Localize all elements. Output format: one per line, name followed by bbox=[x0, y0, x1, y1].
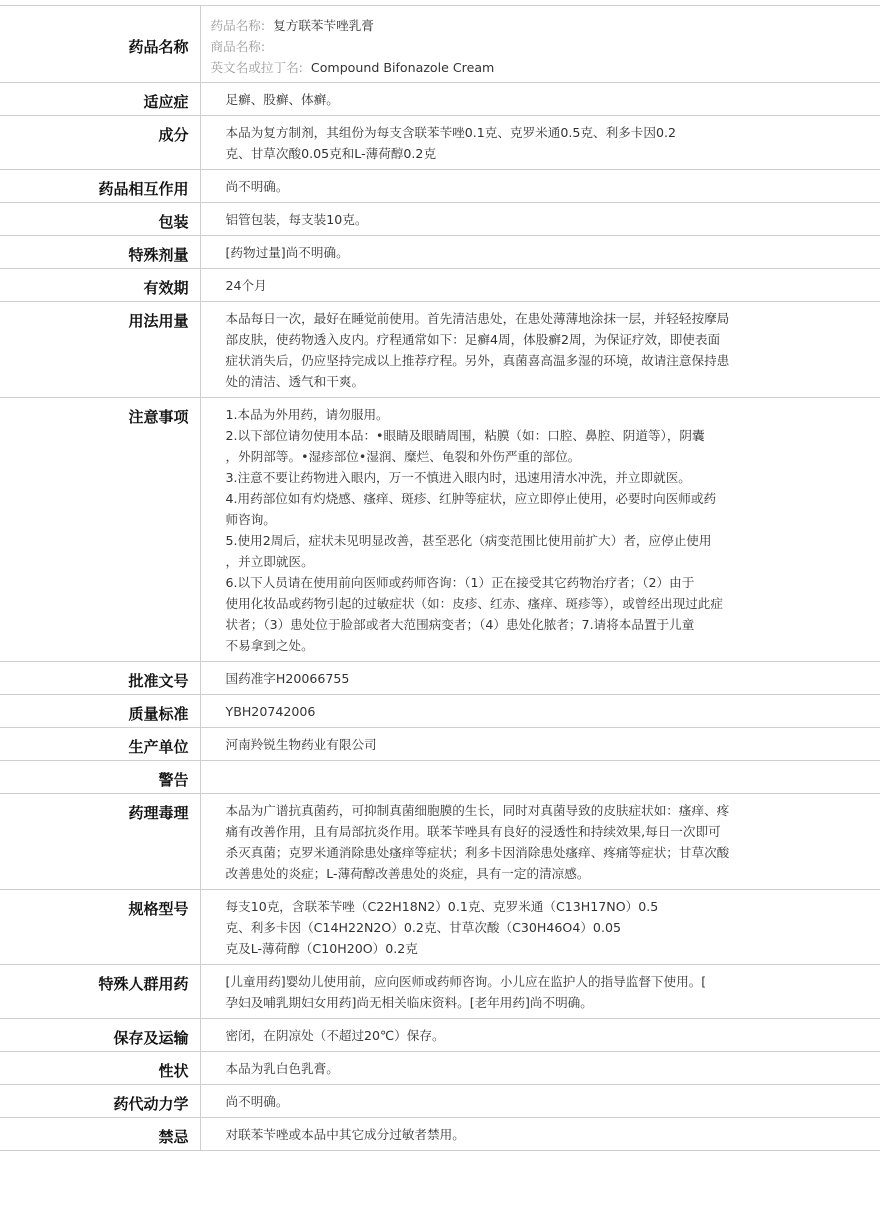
row-value bbox=[200, 269, 880, 302]
english-name-value: Compound Bifonazole Cream bbox=[310, 60, 495, 75]
value-line: 每支10克，含联苯苄唑（C22H18N2）0.1克、克罗米通（C13H17NO）0.5 bbox=[225, 899, 659, 914]
row-value bbox=[200, 662, 880, 695]
generic-name-value: 复方联苯苄唑乳膏 bbox=[273, 18, 374, 33]
row-label: 性状 bbox=[0, 1052, 200, 1085]
value-line: 6.以下人员请在使用前向医师或药师咨询：（1）正在接受其它药物治疗者；（2）由于 bbox=[225, 575, 695, 590]
row-value bbox=[200, 1118, 880, 1151]
value-line: 痛有改善作用，且有局部抗炎作用。联苯苄唑具有良好的浸透性和持续效果,每日一次即可 bbox=[225, 824, 721, 839]
value-line: 1.本品为外用药，请勿服用。 bbox=[225, 407, 389, 422]
value-line: 本品为复方制剂，其组份为每支含联苯苄唑0.1克、克罗米通0.5克、利多卡因0.2 bbox=[225, 125, 676, 140]
value-line: 尚不明确。 bbox=[225, 1094, 289, 1109]
row-label: 警告 bbox=[0, 761, 200, 794]
value-line: [药物过量]尚不明确。 bbox=[225, 245, 349, 260]
value-line: 尚不明确。 bbox=[225, 179, 289, 194]
value-line: 杀灭真菌；克罗米通消除患处瘙痒等症状；利多卡因消除患处瘙痒、疼痛等症状；甘草次酸 bbox=[225, 845, 730, 860]
trade-name-line bbox=[211, 36, 791, 57]
drug-info-table bbox=[0, 5, 880, 1151]
row-value bbox=[200, 236, 880, 269]
row-value bbox=[200, 116, 880, 170]
row-label: 有效期 bbox=[0, 269, 200, 302]
generic-name-label: 药品名称: bbox=[210, 18, 266, 33]
english-name-label: 英文名或拉丁名: bbox=[210, 60, 303, 75]
table-row bbox=[0, 1052, 880, 1085]
value-line: 症状消失后，仍应坚持完成以上推荐疗程。另外，真菌喜高温多湿的环境，故请注意保持患 bbox=[225, 353, 730, 368]
table-row bbox=[0, 302, 880, 398]
value-line: 改善患处的炎症；L-薄荷醇改善患处的炎症，具有一定的清凉感。 bbox=[225, 866, 590, 881]
value-line: 本品每日一次，最好在睡觉前使用。首先清洁患处，在患处薄薄地涂抹一层，并轻轻按摩局 bbox=[225, 311, 730, 326]
row-value bbox=[200, 1052, 880, 1085]
trade-name-label: 商品名称: bbox=[210, 39, 266, 54]
value-line: YBH20742006 bbox=[225, 704, 316, 719]
value-line: 孕妇及哺乳期妇女用药]尚无相关临床资料。[老年用药]尚不明确。 bbox=[225, 995, 593, 1010]
row-label: 禁忌 bbox=[0, 1118, 200, 1151]
value-line: 不易拿到之处。 bbox=[225, 638, 314, 653]
row-label: 药代动力学 bbox=[0, 1085, 200, 1118]
row-label: 药理毒理 bbox=[0, 794, 200, 890]
value-line: 师咨询。 bbox=[225, 512, 276, 527]
value-line: 处的清洁、透气和干爽。 bbox=[225, 374, 365, 389]
row-label: 质量标准 bbox=[0, 695, 200, 728]
value-line: 河南羚锐生物药业有限公司 bbox=[225, 737, 377, 752]
value-line: 使用化妆品或药物引起的过敏症状（如：皮疹、红赤、瘙痒、斑疹等），或曾经出现过此症 bbox=[225, 596, 723, 611]
value-line: 克、甘草次酸0.05克和L-薄荷醇0.2克 bbox=[225, 146, 437, 161]
value-line bbox=[226, 767, 791, 788]
english-name-line bbox=[211, 57, 791, 78]
table-row bbox=[0, 890, 880, 965]
row-value bbox=[200, 965, 880, 1019]
row-label: 药品名称 bbox=[0, 6, 200, 83]
table-row bbox=[0, 1085, 880, 1118]
value-line: 4.用药部位如有灼烧感、瘙痒、斑疹、红肿等症状，应立即停止使用，必要时向医师或药 bbox=[225, 491, 717, 506]
row-value bbox=[200, 83, 880, 116]
value-line: 24个月 bbox=[225, 278, 267, 293]
value-line: 3.注意不要让药物进入眼内，万一不慎进入眼内时，迅速用清水冲洗，并立即就医。 bbox=[225, 470, 691, 485]
generic-name-line bbox=[211, 15, 791, 36]
table-row bbox=[0, 398, 880, 662]
table-row bbox=[0, 728, 880, 761]
row-value bbox=[200, 302, 880, 398]
table-row bbox=[0, 695, 880, 728]
row-value bbox=[200, 203, 880, 236]
value-line: 铝管包装，每支装10克。 bbox=[225, 212, 368, 227]
table-row bbox=[0, 662, 880, 695]
row-label: 特殊人群用药 bbox=[0, 965, 200, 1019]
row-value bbox=[200, 761, 880, 794]
value-line: 克及L-薄荷醇（C10H20O）0.2克 bbox=[225, 941, 418, 956]
row-label: 批准文号 bbox=[0, 662, 200, 695]
row-value bbox=[200, 1019, 880, 1052]
row-label: 生产单位 bbox=[0, 728, 200, 761]
table-row bbox=[0, 1019, 880, 1052]
value-line: 部皮肤，使药物透入皮内。疗程通常如下：足癣4周，体股癣2周，为保证疗效，即使表面 bbox=[225, 332, 721, 347]
value-line: 5.使用2周后，症状未见明显改善，甚至恶化（病变范围比使用前扩大）者，应停止使用 bbox=[225, 533, 712, 548]
row-value bbox=[200, 794, 880, 890]
table-row bbox=[0, 269, 880, 302]
value-line: 足癣、股癣、体癣。 bbox=[225, 92, 339, 107]
row-label: 成分 bbox=[0, 116, 200, 170]
table-row bbox=[0, 203, 880, 236]
value-line: 2.以下部位请勿使用本品：•眼睛及眼睛周围，粘膜（如：口腔、鼻腔、阴道等），阴囊 bbox=[225, 428, 705, 443]
table-row bbox=[0, 1118, 880, 1151]
value-line: 密闭，在阴凉处（不超过20℃）保存。 bbox=[225, 1028, 445, 1043]
value-line: ，外阴部等。•湿疹部位•湿润、糜烂、龟裂和外伤严重的部位。 bbox=[225, 449, 581, 464]
row-value bbox=[200, 170, 880, 203]
value-line: 本品为乳白色乳膏。 bbox=[225, 1061, 339, 1076]
table-row bbox=[0, 116, 880, 170]
value-line: 本品为广谱抗真菌药，可抑制真菌细胞膜的生长，同时对真菌导致的皮肤症状如：瘙痒、疼 bbox=[225, 803, 730, 818]
row-label: 用法用量 bbox=[0, 302, 200, 398]
value-line: [儿童用药]婴幼儿使用前，应向医师或药师咨询。小儿应在监护人的指导监督下使用。[ bbox=[225, 974, 707, 989]
drug-info-table-body bbox=[0, 6, 880, 1151]
table-row bbox=[0, 761, 880, 794]
row-value bbox=[200, 890, 880, 965]
row-value bbox=[200, 398, 880, 662]
table-row bbox=[0, 794, 880, 890]
row-label: 药品相互作用 bbox=[0, 170, 200, 203]
row-value bbox=[200, 728, 880, 761]
value-line: 国药准字H20066755 bbox=[225, 671, 350, 686]
value-line: 克、利多卡因（C14H22N2O）0.2克、甘草次酸（C30H46O4）0.05 bbox=[225, 920, 621, 935]
value-line: 对联苯苄唑或本品中其它成分过敏者禁用。 bbox=[225, 1127, 465, 1142]
row-label: 适应症 bbox=[0, 83, 200, 116]
value-line: 状者；（3）患处位于脸部或者大范围病变者；（4）患处化脓者；7.请将本品置于儿童 bbox=[225, 617, 695, 632]
row-drug-name bbox=[0, 6, 880, 83]
row-value bbox=[200, 1085, 880, 1118]
table-row bbox=[0, 170, 880, 203]
row-label: 注意事项 bbox=[0, 398, 200, 662]
row-value bbox=[200, 695, 880, 728]
value-line: ，并立即就医。 bbox=[225, 554, 314, 569]
row-label: 保存及运输 bbox=[0, 1019, 200, 1052]
row-label: 特殊剂量 bbox=[0, 236, 200, 269]
drug-name-cell bbox=[200, 6, 880, 83]
table-row bbox=[0, 965, 880, 1019]
table-row bbox=[0, 83, 880, 116]
row-label: 包装 bbox=[0, 203, 200, 236]
row-label: 规格型号 bbox=[0, 890, 200, 965]
table-row bbox=[0, 236, 880, 269]
